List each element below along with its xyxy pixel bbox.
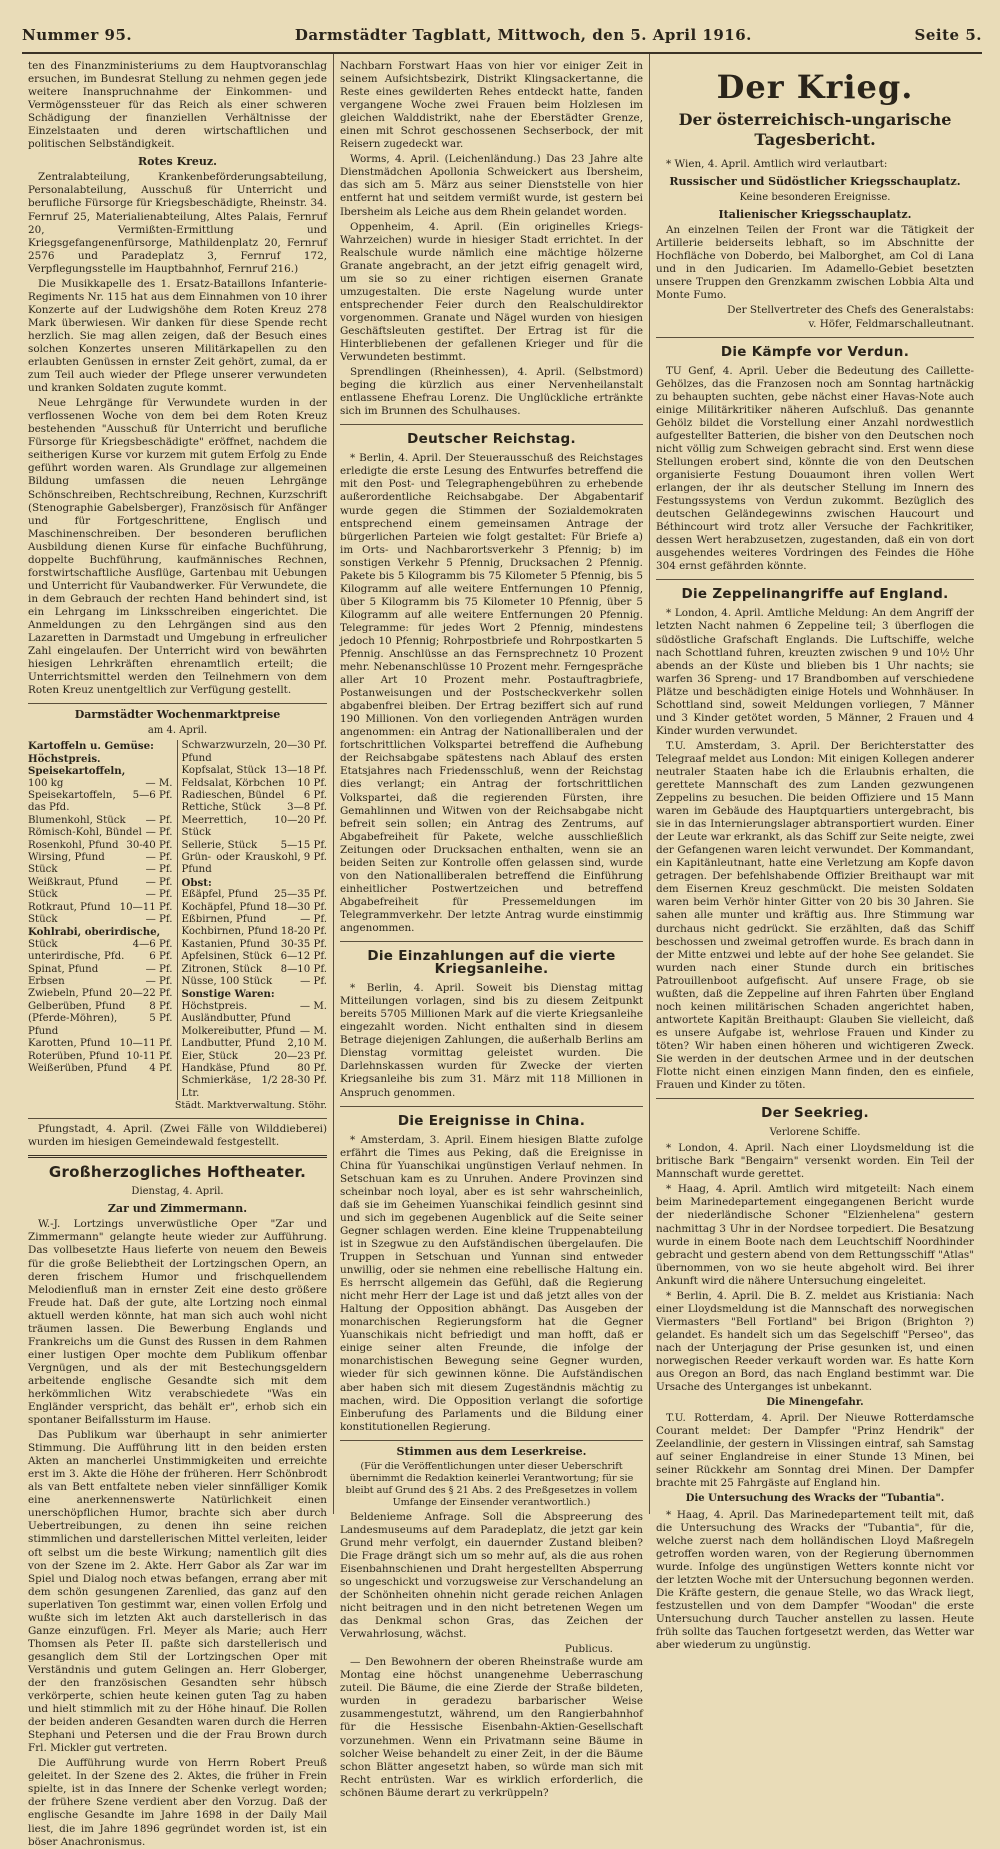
price-row [182,1063,328,1075]
finance-intro: ten des Finanzministeriums zu dem Hauptvoranschlag ersuchen, im Bundesrat Stellung zu nehmen gegen jede weitere Inanspruchnahme der Einkommen- und Vermögenssteuer für das Reich als einer schweren Schädigung der finanziellen Verhältnisse der Einzelstaaten und deren wirtschaftlichen und politischen Selbständigkeit. [28,60,327,151]
price-item-name: Eßbirnen, Pfund [181,914,267,926]
divider [340,1440,643,1441]
price-row [28,976,173,988]
price-item-name: Rosenkohl, Pfund [28,839,119,851]
price-row [28,964,173,976]
price-row [182,877,328,889]
price-row [182,802,328,814]
price-row [28,753,173,778]
price-row [28,951,173,963]
price-item-name: Schmierkäse, 1/2 Ltr. [181,1075,278,1099]
price-row [28,827,173,839]
oesterreich-signature-1: Der Stellvertreter des Chefs des Generalstabs: [727,304,974,317]
price-item-name: Zwiebeln, Pfund [28,988,113,1000]
price-item-value: 5—15 Pf. [280,839,327,851]
seekrieg-title: Der Seekrieg. [761,1105,869,1122]
price-row [182,815,328,840]
price-row [28,864,173,876]
hoftheater-para-2: Das Publikum war überhaupt in sehr animierter Stimmung. Die Aufführung litt in den beiden ersten Akten an mancherlei Unstimmigkeiten und erreichte erst im 3. Akte die Höhe der früheren. Herr Schönbrodt als van Bett entfaltete neben vieler sinnfälliger Komik eine anerkennenswerte Natürlichkeit einen unerschöpflichen Humor, brachte sich aber durch Uebertreibungen, zu denen ihn seine reichen stimmlichen und darstellerischen Mittel verleiten, leider oft selbst um die beste Wirkung; namentlich gilt dies von der Szene im 2. Akte. Herr Gabor als Zar war im Spiel und Dialog noch etwas befangen, errang aber mit dem schön gesungenen Zarenlied, das ganz auf den superlativen Ton gestimmt war, einen vollen Erfolg und wußte sich im letzten Akt auch darstellerisch in das Ganze einzufügen. Frl. Meyer als Marie; auch Herr Thomsen als Peter II. paßte sich darstellerisch und gesanglich dem Stil der Lortzingschen Oper mit Verständnis und gutem Gelingen an. Herr Globerger, der den französischen Gesandten sehr hübsch verkörperte, schien heute keinen guten Tag zu haben und hielt stimmlich mit zu der Höhe hinauf. Die Rollen der beiden anderen Gesandten waren durch die Herren Stephani und Petersen und die der Frau Brown durch Frl. Mickler gut vertreten. [28,1429,327,1755]
price-item-value: 10-11 Pf. [126,1050,173,1062]
price-item-value: 4 Pf. [149,1062,173,1074]
price-item-name: Kopfsalat, Stück [181,765,266,777]
column-3 [650,54,980,1651]
price-item-value: 3—8 Pf. [287,802,327,814]
market-prices-table [28,740,327,1100]
rotes-kreuz-title: Rotes Kreuz. [137,155,217,169]
russian-theater-text: Keine besonderen Ereignisse. [739,192,891,204]
price-item-value: — Pf. [145,814,173,826]
price-item-name: Höchstpreis. Speisekartoffeln, [28,752,126,778]
price-item-value: 9 Pf. [303,852,327,863]
price-item-value: 4—6 Pf. [132,938,173,950]
price-item-value: 6 Pf. [303,789,327,801]
price-item-value: 8—10 Pf. [280,963,327,975]
divider [656,1098,974,1099]
price-item-value: — Pf. [145,876,173,888]
price-item-value: 18—30 Pf. [274,901,327,913]
seekrieg-para-3: * Berlin, 4. April. Die B. Z. meldet aus Kristiania: Nach einer Lloydsmeldung ist die Mannschaft des norwegischen Viermasters "Bell Fortland" bei Brigon (Brighton ?) gelandet. Es handelt sich um das Segelschiff "Perseo", das nach der Unterjagung der Prise gesunken ist, und einen norwegischen Reeder verkauft worden war. Es hatte Korn aus Oregon an Bord, das nach England bestimmt war. Die Ursache des Unterganges ist unbekannt. [656,1289,974,1394]
price-row [182,740,328,765]
price-item-name: Apfelsinen, Stück [181,951,273,963]
rotes-kreuz-para-2: Die Musikkapelle des 1. Ersatz-Bataillons Infanterie-Regiments Nr. 115 hat aus dem Einnahmen von 10 ihrer Konzerte auf der Ludwigshöhe dem Roten Kreuz 278 Mark überwiesen. Wir danken für diese Spende recht herzlich. Sie mag allen zeigen, daß der Besuch eines solchen Konzertes unseren Militärkapellen zu den erlaubten Genüssen in ernster Zeit gehört, zumal, da er zum Teil auch wieder der Pflege unserer verwundeten und kranken Soldaten zugute kommt. [28,277,327,395]
price-item-value: — Pf. [145,914,173,926]
divider [28,1155,327,1158]
tubantia-title: Die Untersuchung des Wracks der "Tubantia". [685,1493,945,1505]
price-item-name: Kohlrabi, oberirdische, [28,926,161,939]
price-row [182,778,328,790]
verdun-para: TU Genf, 4. April. Ueber die Bedeutung des Caillette-Gehölzes, das die Franzosen noch am Sonntag hartnäckig zu behaupten suchten, gebe nächst einer Havas-Note auch einige Militärkritiker näheren Aufschluß. Das genannte Gehölz bildet die Vorstellung einer Anzahl nordwestlich aufgestellter Batterien, die bisher von den Deutschen noch nicht völlig zum Schweigen gebracht sind. Erst wenn diese Stellungen erobert sind, könnte die von den Deutschen organisierte Festung Douaumont ihren vollen Wert erlangen, der ihr als deutscher Stellung im Innern des Festungssystems von Verdun zukommt. Bezüglich des deutschen Geländegewinns zwischen Haucourt und Béthincourt wird trotz aller Versuche der Fachkritiker, dessen Wert herabzusetzen, zugestanden, daß ein von dort ausgehendes weiteres Vordringen des Feindes die Höhe 304 ernst gefährden könnte. [656,364,974,573]
column-2 [334,54,650,1799]
price-item-name: Schwarzwurzeln, Pfund [181,740,271,764]
worms-report: Worms, 4. April. (Leichenländung.) Das 23 Jahre alte Dienstmädchen Apollonia Schweickert aus Ibersheim, das sich am 5. März aus seiner Dienststelle von hier entfernt hat und seitdem vermißt wurde, ist gestern bei Ibersheim als Leiche aus dem Rhein gelandet worden. [340,153,643,218]
price-item-value: 20—22 Pf. [119,988,173,1000]
leserkreise-para-2: — Den Bewohnern der oberen Rheinstraße wurde am Montag eine höchst unangenehme Ueberraschung zuteil. Die Bäume, die eine Zierde der Straße bildeten, wurden in geradezu barbarischer Weise zusammengestutzt, während, um den Rangierbahnhof für die Hessische Eisenbahn-Aktien-Gesellschaft vorzunehmen. Wenn ein Privatmann seine Bäume in solcher Weise behandelt zu einer Zeit, in der die Bäume schon Blätter angesetzt haben, so würde man sich mit Recht entrüsten. War es wirklich erforderlich, die schönen Bäume derart zu verkrüppeln? [340,1656,643,1799]
price-item-name: Stück [28,938,58,950]
verdun-title: Die Kämpfe vor Verdun. [720,343,910,360]
price-row [182,976,328,988]
price-row [28,790,173,815]
italian-theater-title: Italienischer Kriegsschauplatz. [718,208,912,222]
page-label: Seite 5. [914,26,982,44]
market-prices-right [178,740,328,1100]
zeppelin-para-1: * London, 4. April. Amtliche Meldung: An dem Angriff der letzten Nacht nahmen 6 Zeppeline teil; 3 überflogen die südöstliche Grafschaft Englands. Die Luftschiffe, welche nach Schottland fuhren, kreuzten zwischen 9 und 10½ Uhr abends an der Küste und blieben bis 1 Uhr nachts; sie warfen 36 Spreng- und 17 Brandbomben auf verschiedene Plätze und beschädigten einige Hotels und Wohnhäuser. In Schottland sind, soweit Meldungen vorliegen, 7 Männer und 3 Kinder getötet worden, 5 Männer, 2 Frauen und 4 Kinder wurden verwundet. [656,607,974,737]
price-item-name: Eßäpfel, Pfund [181,889,259,901]
zeppelin-title: Die Zeppelinangriffe auf England. [681,586,949,603]
price-item-name: Stück [28,864,58,876]
price-row [182,1038,328,1050]
kriegsanleihe-title: Die Einzahlungen auf die vierte Kriegsanleihe. [367,948,616,978]
price-item-name: Weißkraut, Pfund [28,876,119,888]
russian-theater-title: Russischer und Südöstlicher Kriegsschauplatz. [669,175,961,189]
oppenheim-report: Oppenheim, 4. April. (Ein originelles Kriegs-Wahrzeichen) wurde in hiesiger Stadt errichtet. In der Realschule wurde nämlich eine mächtige hölzerne Granate angebracht, an der jetzt eifrig genagelt wird, um sie so zu einer richtigen eisernen Granate umzugestalten. Die erste Nagelung wurde unter entsprechender Feier durch den Realschuldirektor vorgenommen. Granate und Nägel wurden von hiesigen Geschäftsleuten gestiftet. Der Ertrag ist für die Hinterbliebenen der gefallenen Krieger und für die Verwundeten bestimmt. [340,220,643,364]
price-item-name: Weißerüben, Pfund [28,1062,128,1074]
hoftheater-para-1: W.-J. Lortzings unverwüstliche Oper "Zar und Zimmermann" gelangte heute wieder zur Aufführung. Das vollbesetzte Haus lieferte von neuem den Beweis für die große Beliebtheit der Lortzingschen Opern, an deren frischem Humor und frischquellendem Melodienfluß man in ernster Zeit eine desto größere Freude hat. Daß der gute, alte Lortzing noch einmal aktuell werden könnte, hat man sich auch wohl nicht träumen lassen. Die Bewerbung Englands und Frankreichs um die Gunst des Russen in dem Rahmen einer lustigen Oper mochte dem Publikum offenbar Vergnügen, und als der mit Bestechungsgeldern arbeitende englische Gesandte sich mit dem herkömmlichen Witz verabschiedete "Was ein Engländer verspricht, das behält er", erhob sich ein spontaner Beifallssturm im Hause. [28,1218,327,1427]
leserkreise-signature: Publicus. [564,1643,613,1656]
price-item-value: — Pf. [145,963,173,975]
minengefahr-title: Die Minengefahr. [766,1397,864,1409]
price-row [182,926,328,938]
price-item-value: 5—6 Pf. [132,789,173,801]
price-row [182,1075,328,1100]
price-row [28,939,173,951]
column-1 [22,54,334,1848]
price-item-name: Sellerie, Stück [181,839,258,851]
market-prices-title: Darmstädter Wochenmarktpreise [74,708,281,722]
price-item-name: Zitronen, Stück [181,963,263,975]
price-item-name: Landbutter, Pfund [181,1038,276,1050]
price-item-name: Höchstpreis. Ausländbutter, Pfund [181,1000,291,1025]
price-item-value: 5 Pf. [149,1013,173,1025]
price-row [28,877,173,889]
price-item-value: 2,10 M. [287,1038,327,1050]
divider [340,424,643,425]
price-row [28,840,173,852]
price-item-value: — Pf. [145,976,173,988]
price-item-value: 18-20 Pf. [280,926,327,938]
seekrieg-para-2: * Haag, 4. April. Amtlich wird mitgeteilt: Nach einem beim Marinedepartement eingegangenen Bericht wurde der niederländische Schoner "Elzienhelena" gestern nachmittag 3 Uhr in der Nordsee torpediert. Die Besatzung wurde in einem Boote nach dem Leuchtschiff Noordhinder gebracht und gestern abend von dem Rettungsschiff "Atlas" übernommen, von wo sie heute abgeholt wird. Bei ihrer Ankunft wird die nähere Untersuchung eingeleitet. [656,1183,974,1287]
price-item-name: (Pferde-Möhren), Pfund [28,1013,118,1037]
price-row [28,1038,173,1050]
price-item-name: Wirsing, Pfund [28,852,105,863]
price-row [28,852,173,864]
price-item-name: Kochäpfel, Pfund [181,901,270,913]
divider [656,337,974,338]
price-item-name: Erbsen [28,976,65,988]
price-item-value: 10—11 Pf. [119,1038,173,1050]
zeppelin-para-2: T.U. Amsterdam, 3. April. Der Berichterstatter des Telegraaf meldet aus London: Mit einigen Kollegen anderer neutraler Staaten habe ich die Erlaubnis erhalten, die gerettete Mannschaft des zum Landen gezwungenen Zeppelins zu besuchen. Die beiden Offiziere und 15 Mann waren im Gebäude des Hauptquartiers untergebracht, bis sie in das Internierungslager abtransportiert wurden. Einer der Leute war erkrankt, als das Schiff zur Seite neigte, zwei der Gefangenen waren leicht verwundet. Der Kommandant, ein Kapitänleutnant, hatte eine Verletzung am Kopfe davon getragen. Der befehlshabende Offizier Breithaupt war mit dem Eisernen Kreuz geschmückt. Die meisten Soldaten waren beim Verhör hinter Gitter von 20 bis 30 Jahren. Sie sahen alle munter und kräftig aus. Ihre Stimmung war durchaus nicht gedrückt. Sie erzählten, daß das Schiff beschossen und zweimal getroffen wurde. Es brach dann in der Mitte entzwei und lebte auf der hohe See gelandet. Sie wurden nach einer Stunde durch ein britisches Patrouillenboot aufgefischt. Auf unsere Frage, ob sie wußten, daß die Zeppeline auf ihren Fahrten über England noch keinen militärischen Schaden angerichtet haben, antwortete Kapitän Breithaupt: Glauben Sie vielleicht, daß es unsere Aufgabe ist, wehrlose Frauen und Kinder zu töten? Wir haben einen höheren und wichtigeren Zweck. Sie werden in der deutschen Armee und in der deutschen Flotte nicht einen einzigen Mann finden, den es einfiele, Frauen und Kinder zu töten. [656,739,974,1092]
price-item-value: 13—18 Pf. [274,765,327,777]
price-item-name: Obst: [181,876,212,889]
price-item-value: 20—23 Pf. [274,1050,327,1062]
price-item-name: Nüsse, 100 Stück [181,976,273,988]
price-item-name: Stück [28,889,58,901]
seekrieg-subtitle: Verlorene Schiffe. [769,1127,861,1139]
price-item-value: 10—11 Pf. [119,901,173,913]
price-row [28,902,173,914]
price-item-name: Karotten, Pfund [28,1038,111,1050]
price-item-value: — M. [299,1025,327,1037]
price-item-name: Speisekartoffeln, das Pfd. [28,789,116,814]
divider [340,1106,643,1107]
minengefahr-para: T.U. Rotterdam, 4. April. Der Nieuwe Rotterdamsche Courant meldet: Der Dampfer "Prinz Hendrik" der Zeelandlinie, der gestern in Vlissingen eintraf, sah Samstag auf seiner Englandreise in einer Stunde 13 Minen, bei seiner Rückkehr am Sonntag drei Minen. Der Dampfer brachte mit 25 Fahrgäste auf England hin. [656,1412,974,1490]
price-item-name: Handkäse, Pfund [181,1062,270,1074]
price-item-value [324,877,327,889]
price-item-value: 80 Pf. [297,1062,327,1074]
price-row [28,889,173,901]
price-item-name: Kastanien, Pfund [181,938,270,950]
divider [656,579,974,580]
price-row [182,840,328,852]
price-item-name: Grün- oder Krauskohl, Pfund [181,852,301,876]
price-row [28,1063,173,1075]
hoftheater-para-3: Die Aufführung wurde von Herrn Robert Preuß geleitet. In der Szene des 2. Aktes, die früher in Frein spielte, ist in das Innere der Schenke verlegt worden; der frühere Szene verdient aber den Vorzug. Daß der englische Gesandte im Jahre 1698 in der Daily Mail liest, die im Jahre 1896 gegründet worden ist, ist ein böser Anachronismus. [28,1757,327,1848]
price-item-value [324,988,327,1000]
price-row [28,988,173,1000]
price-row [182,951,328,963]
rotes-kreuz-para-3: Neue Lehrgänge für Verwundete wurden in der verflossenen Woche von dem bei dem Roten Kreuz bestehenden "Ausschuß für Unterricht und berufliche Fürsorge für Kriegsbeschädigte" eröffnet, nachdem die seitherigen Kurse vor kurzem mit gutem Erfolg zu Ende geführt worden waren. Als Grundlage zur allgemeinen Bildung umfassen die neuen Lehrgänge Schönschreiben, Rechtschreibung, Rechnen, Kurzschrift (Stenographie Gabelsberger), Französisch für Anfänger und für Fortgeschrittene, Englisch und Maschinenschreiben. Der besonderen beruflichen Ausbildung dienen Kurse für einfache Buchführung, doppelte Buchführung, kaufmännisches Rechnen, forstwirtschaftliche Ausflüge, Gartenbau mit Uebungen und Unterricht für Vaubandwerker. Für Verwundete, die in dem Gebrauch der rechten Hand behindert sind, ist ein Lehrgang im Linksschreiben eingerichtet. Die Anmeldungen zu den Lehrgängen sind aus den Lazaretten in Darmstadt und Umgebung in erfreulicher Zahl eingelaufen. Der Unterricht wird von bewährten hiesigen Lehrkräften ehrenamtlich erteilt; die Unterrichtsmittel werden den Teilnehmern von dem Roten Kreuz unentgeltlich zur Verfügung gestellt. [28,397,327,697]
price-row [28,740,173,752]
price-item-name: Sonstige Waren: [181,988,275,1001]
price-item-value: — Pf. [145,889,173,901]
price-row [28,1051,173,1063]
hoftheater-title: Großherzogliches Hoftheater. [48,1163,307,1182]
price-item-value: 20—30 Pf. [274,740,327,752]
price-row [28,926,173,938]
price-item-value: — Pf. [145,864,173,876]
price-row [182,902,328,914]
price-item-value: — Pf. [145,852,173,863]
market-prices-date: am 4. April. [147,725,208,737]
price-row [28,914,173,926]
newspaper-title: Darmstädter Tagblatt, Mittwoch, den 5. April 1916. [294,26,752,44]
oesterreich-wien: * Wien, 4. April. Amtlich wird verlautbart: [666,158,888,170]
price-row [28,1001,173,1013]
price-row [182,914,328,926]
price-row [182,1001,328,1026]
price-row [28,1013,173,1038]
price-item-value: 30-35 Pf. [280,938,327,950]
price-row [182,765,328,777]
china-title: Die Ereignisse in China. [397,1112,586,1129]
price-row [182,964,328,976]
wilderei-report: Nachbarn Forstwart Haas von hier vor einiger Zeit in seinem Aufsichtsbezirk, Distrikt Klingsackertanne, die Reste eines gewilderten Rehes entdeckt hatte, fanden vergangene Woche zwei Frauen beim Holzlesen im gleichen Walddistrikt, nahe der Eberstädter Grenze, einen mit Schrot geschossenen Sechserbock, der mit Reisern zugedeckt war. [340,60,643,151]
price-row [182,939,328,951]
price-item-name: Rettiche, Stück [181,802,261,814]
price-item-name: Blumenkohl, Stück [28,814,126,826]
price-item-value: — Pf. [300,914,327,926]
pfungstadt-note: Pfungstadt, 4. April. (Zwei Fälle von Wilddieberei) wurden im hiesigen Gemeindewald festgestellt. [28,1123,327,1149]
leserkreise-para-1: Beldenieme Anfrage. Soll die Abspreerung des Landesmuseums auf dem Paradeplatz, die jetzt gar kein Grund mehr verfolgt, ein dauernder Zustand bleiben? Die Frage drängt sich um so mehr auf, als die aus rohen Eisenbahnschienen und Draht hergestellten Absperrung so ungeschickt und vorzugsweise zur Verschandelung an der Schönheiten ohnehin nicht gerade reichen Anlagen nicht beitragen und in den nicht betretenen Wegen um das Denkmal schon Gras, das Zeichen der Verwahrlosung, wächst. [340,1510,643,1641]
market-prices-signature: Städt. Marktverwaltung. Stöhr. [174,1100,327,1112]
rotes-kreuz-para-1: Zentralabteilung, Krankenbeförderungsabteilung, Personalabteilung, Ausschuß für Unterricht und berufliche Fürsorge für Kriegsbeschädigte, Rheinstr. 34. Fernruf 25, Materialienabteilung, Altes Palais, Fernruf 20, Vermißten-Ermittlung und Kriegsgefangenenfürsorge, Mathildenplatz 20, Fernruf 2576 und Paradeplatz 3, Fernruf 172, Verpflegungsstelle im Hauptbahnhof, Fernruf 216.) [28,171,327,275]
kriegsanleihe-para: * Berlin, 4. April. Soweit bis Dienstag mittag Mitteilungen vorlagen, sind bis zu diesem Zeitpunkt bereits 5705 Millionen Mark auf die vierte Kriegsanleihe eingezahlt worden. Nicht enthalten sind in diesem Betrage diejenigen Zahlungen, die außerhalb Berlins am Dienstag vormittag geleistet wurden. Die Darlehnskassen wurden für Zwecke der vierten Kriegsanleihe bis zum 31. März mit 118 Millionen in Anspruch genommen. [340,982,643,1099]
price-item-name: Kochbirnen, Pfund [181,926,278,938]
seekrieg-para-1: * London, 4. April. Nach einer Lloydsmeldung ist die britische Bark "Bengairn" versenkt worden. Ein Teil der Mannschaft wurde gerettet. [656,1142,974,1181]
price-item-value [170,740,173,752]
divider [28,703,327,704]
leserkreise-title: Stimmen aus dem Leserkreise. [396,1444,587,1458]
price-row [28,815,173,827]
price-row [182,790,328,802]
price-item-name: Feldsalat, Körbchen [181,777,285,789]
price-row [182,988,328,1000]
price-item-value: 10—20 Pf. [274,814,327,826]
price-item-name: Eier, Stück [181,1050,238,1062]
price-item-value [170,753,173,778]
divider [28,1118,327,1119]
price-item-name: Spinat, Pfund [28,963,99,975]
price-item-value: 8 Pf. [149,1000,173,1012]
price-row [28,778,173,790]
price-item-name: Molkereibutter, Pfund [181,1025,296,1037]
krieg-title: Der Krieg. [716,68,914,106]
price-row [182,1026,328,1038]
price-item-name: Radieschen, Bündel [181,789,285,801]
price-row [182,852,328,877]
italian-theater-text: An einzelnen Teilen der Front war die Tätigkeit der Artillerie beiderseits lebhaft, so im Abschnitte der Hochfläche von Doberdo, bei Malborghet, am Col di Lana und in den Judicarien. Im Adamello-Gebiet besetzten unsere Truppen den Grenzkamm zwischen Lobbia Alta und Monte Fumo. [656,224,974,302]
price-item-value: 6 Pf. [149,951,173,963]
china-para: * Amsterdam, 3. April. Einem hiesigen Blatte zufolge erfährt die Times aus Peking, daß die Ereignisse in China für Yuanschikai ungünstigen Verlauf nehmen. In Setschuan kam es zu Unruhen. Andere Provinzen sind scheinbar noch loyal, aber es ist sehr wahrscheinlich, daß sie im Geheimen Yuanschikai feindlich gesinnt sind und sich im gegebenen Augenblick auf die Seite seiner Gegner schlagen werden. Eine kleine Truppenabteilung ist in Szegwue zu den Aufständischen übergelaufen. Die Truppen in Setschuan und Yunnan sind entweder unwillig, oder sie nehmen eine rebellische Haltung ein. Es herrscht allgemein das Gefühl, daß die Regierung nicht mehr Herr der Lage ist und daß jetzt alles von der Haltung der Opposition abhängt. Das Ausgeben der monarchischen Regierungsform hat die Gegner Yuanschikais nicht befriedigt und man hofft, daß er einige seiner alten Freunde, die infolge der monarchistischen Bewegung seine Gegner wurden, wieder für sich gewinnen könne. Die Aufständischen aber haben sich mit diesem Zugeständnis mächtig zu machen, wird. Die Opposition verlangt die sofortige Einberufung des Parlaments und die Bildung einer konstitutionellen Regierung. [340,1133,643,1433]
price-item-value: 25—35 Pf. [274,889,327,901]
reichstag-title: Deutscher Reichstag. [407,431,576,448]
price-item-value: 28-30 Pf. [280,1075,327,1087]
market-prices-left [28,740,178,1100]
tubantia-para: * Haag, 4. April. Das Marinedepartement teilt mit, daß die Untersuchung des Wracks der "Tubantia", für die, welche zuerst nach dem holländischen Lloyd Maßregeln getroffen worden waren, von der Regierung übernommen wurde. Infolge des ungünstigen Wetters konnte nicht vor der letzten Woche mit der Untersuchung begonnen werden. Die Kräfte gestern, die genaue Stelle, wo das Wrack liegt, festzustellen und von dem Dampfer "Woodan" die erste Untersuchung durch Taucher anstellen zu lassen. Heute früh sollte das Tauchen fortgesetzt werden, das Wetter war aber wiederum zu ungünstig. [656,1508,974,1651]
price-item-value: 10 Pf. [297,777,327,789]
price-item-value [170,926,173,938]
hoftheater-play: Zar und Zimmermann. [107,1202,248,1216]
leserkreise-note: (Für die Veröffentlichungen unter dieser Ueberschrift übernimmt die Redaktion keinerlei Verantwortung; für sie bleibt auf Grund des § 21 Abs. 2 des Preßgesetzes in vollem Umfange der Einsender verantwortlich.) [345,1460,638,1508]
price-item-value: — Pf. [145,827,173,839]
hoftheater-date: Dienstag, 4. April. [131,1186,224,1198]
price-row [182,1051,328,1063]
price-item-name: Rotkraut, Pfund [28,901,111,913]
price-item-value: 6—12 Pf. [280,951,327,963]
sprendlingen-report: Sprendlingen (Rheinhessen), 4. April. (Selbstmord) beging die kürzlich aus einer Nervenheilanstalt entlassene Ehefrau Lorenz. Die Unglückliche ertränkte sich im Brunnen des Schulhauses. [340,366,643,418]
columns [22,54,982,1848]
price-item-value: — M. [299,1000,327,1012]
oesterreich-signature-2: v. Höfer, Feldmarschalleutnant. [808,317,974,330]
price-item-name: Gelberüben, Pfund [28,1000,126,1012]
page-number-label: Nummer 95. [22,26,133,44]
price-item-value: — Pf. [300,976,327,988]
reichstag-para: * Berlin, 4. April. Der Steuerausschuß des Reichstages erledigte die erste Lesung des Entwurfes betreffend die mit den Post- und Telegraphengebühren zu erhebende außerordentliche Reichsabgabe. Der Abgabentarif wurde gegen die Stimmen der Sozialdemokraten entsprechend einem gemeinsamen Antrage der bürgerlichen Parteien wie folgt gestaltet: Für Briefe a) im Orts- und Nachbarortsverkehr 3 Pfennig; b) im sonstigen Verkehr 5 Pfennig, Drucksachen 2 Pfennig. Pakete bis 5 Kilogramm bis 75 Kilometer 5 Pfennig, bis 5 Kilogramm auf alle weitere Entfernungen 10 Pfennig, über 5 Kilogramm bis 75 Kilometer 10 Pfennig, über 5 Kilogramm auf alle weitere Entfernungen 20 Pfennig. Telegramme: für jedes Wort 2 Pfennig, mindestens jedoch 10 Pfennig; Rohrpostbriefe und Rohrpostkarten 5 Pfennig. Anschlüsse an das Fernsprechnetz 10 Prozent mehr. Nebenanschlüsse 10 Prozent mehr. Ferngespräche aller Art 10 Prozent mehr. Postauftragbriefe, Postanweisungen und der Postscheckverkehr sollen abgabenfrei bleiben. Der Ertrag beziffert sich auf rund 190 Millionen. Von den vorliegenden Anträgen wurden angenommen: ein Antrag der Nationalliberalen und der fortschrittlichen Volkspartei betreffend die Aufhebung der Reichsabgabe spätestens nach Ablauf des ersten Etatsjahres nach Friedensschluß, wenn der Reichstag dies verlangt; ein Antrag der fortschrittlichen Volkspartei, daß die regierenden Fürsten, ihre Gemahlinnen und Witwen von der Reichsabgabe nicht befreit sein sollen; ein Antrag des Zentrums, auf Abgabefreiheit für Pakete, welche ausschließlich Zeitungen oder Drucksachen enthalten, wenn sie an beiden Seiten zur Kontrolle offen gelassen sind, wurde von den Nationalliberalen betreffend die Einführung einheitlicher Postwertzeichen und betreffend Abgabefreiheit für Pressemeldungen im Telegrammverkehr. Der letzte Antrag wurde einstimmig angenommen. [340,452,643,934]
price-item-name: unterirdische, Pfd. [28,951,125,963]
price-item-value: 30-40 Pf. [126,839,173,851]
price-item-name: Stück [28,914,58,926]
oesterreich-title: Der österreichisch-ungarische Tagesbericht. [678,110,952,149]
price-item-name: 100 kg [28,777,64,789]
price-row [182,889,328,901]
divider [340,941,643,942]
masthead [22,26,982,54]
price-item-value: — M. [145,777,173,789]
price-item-name: Römisch-Kohl, Bündel [28,827,142,839]
price-item-name: Roterüben, Pfund [28,1050,120,1062]
price-item-name: Meerrettich, Stück [181,814,247,839]
price-item-name: Kartoffeln u. Gemüse: [28,740,154,753]
